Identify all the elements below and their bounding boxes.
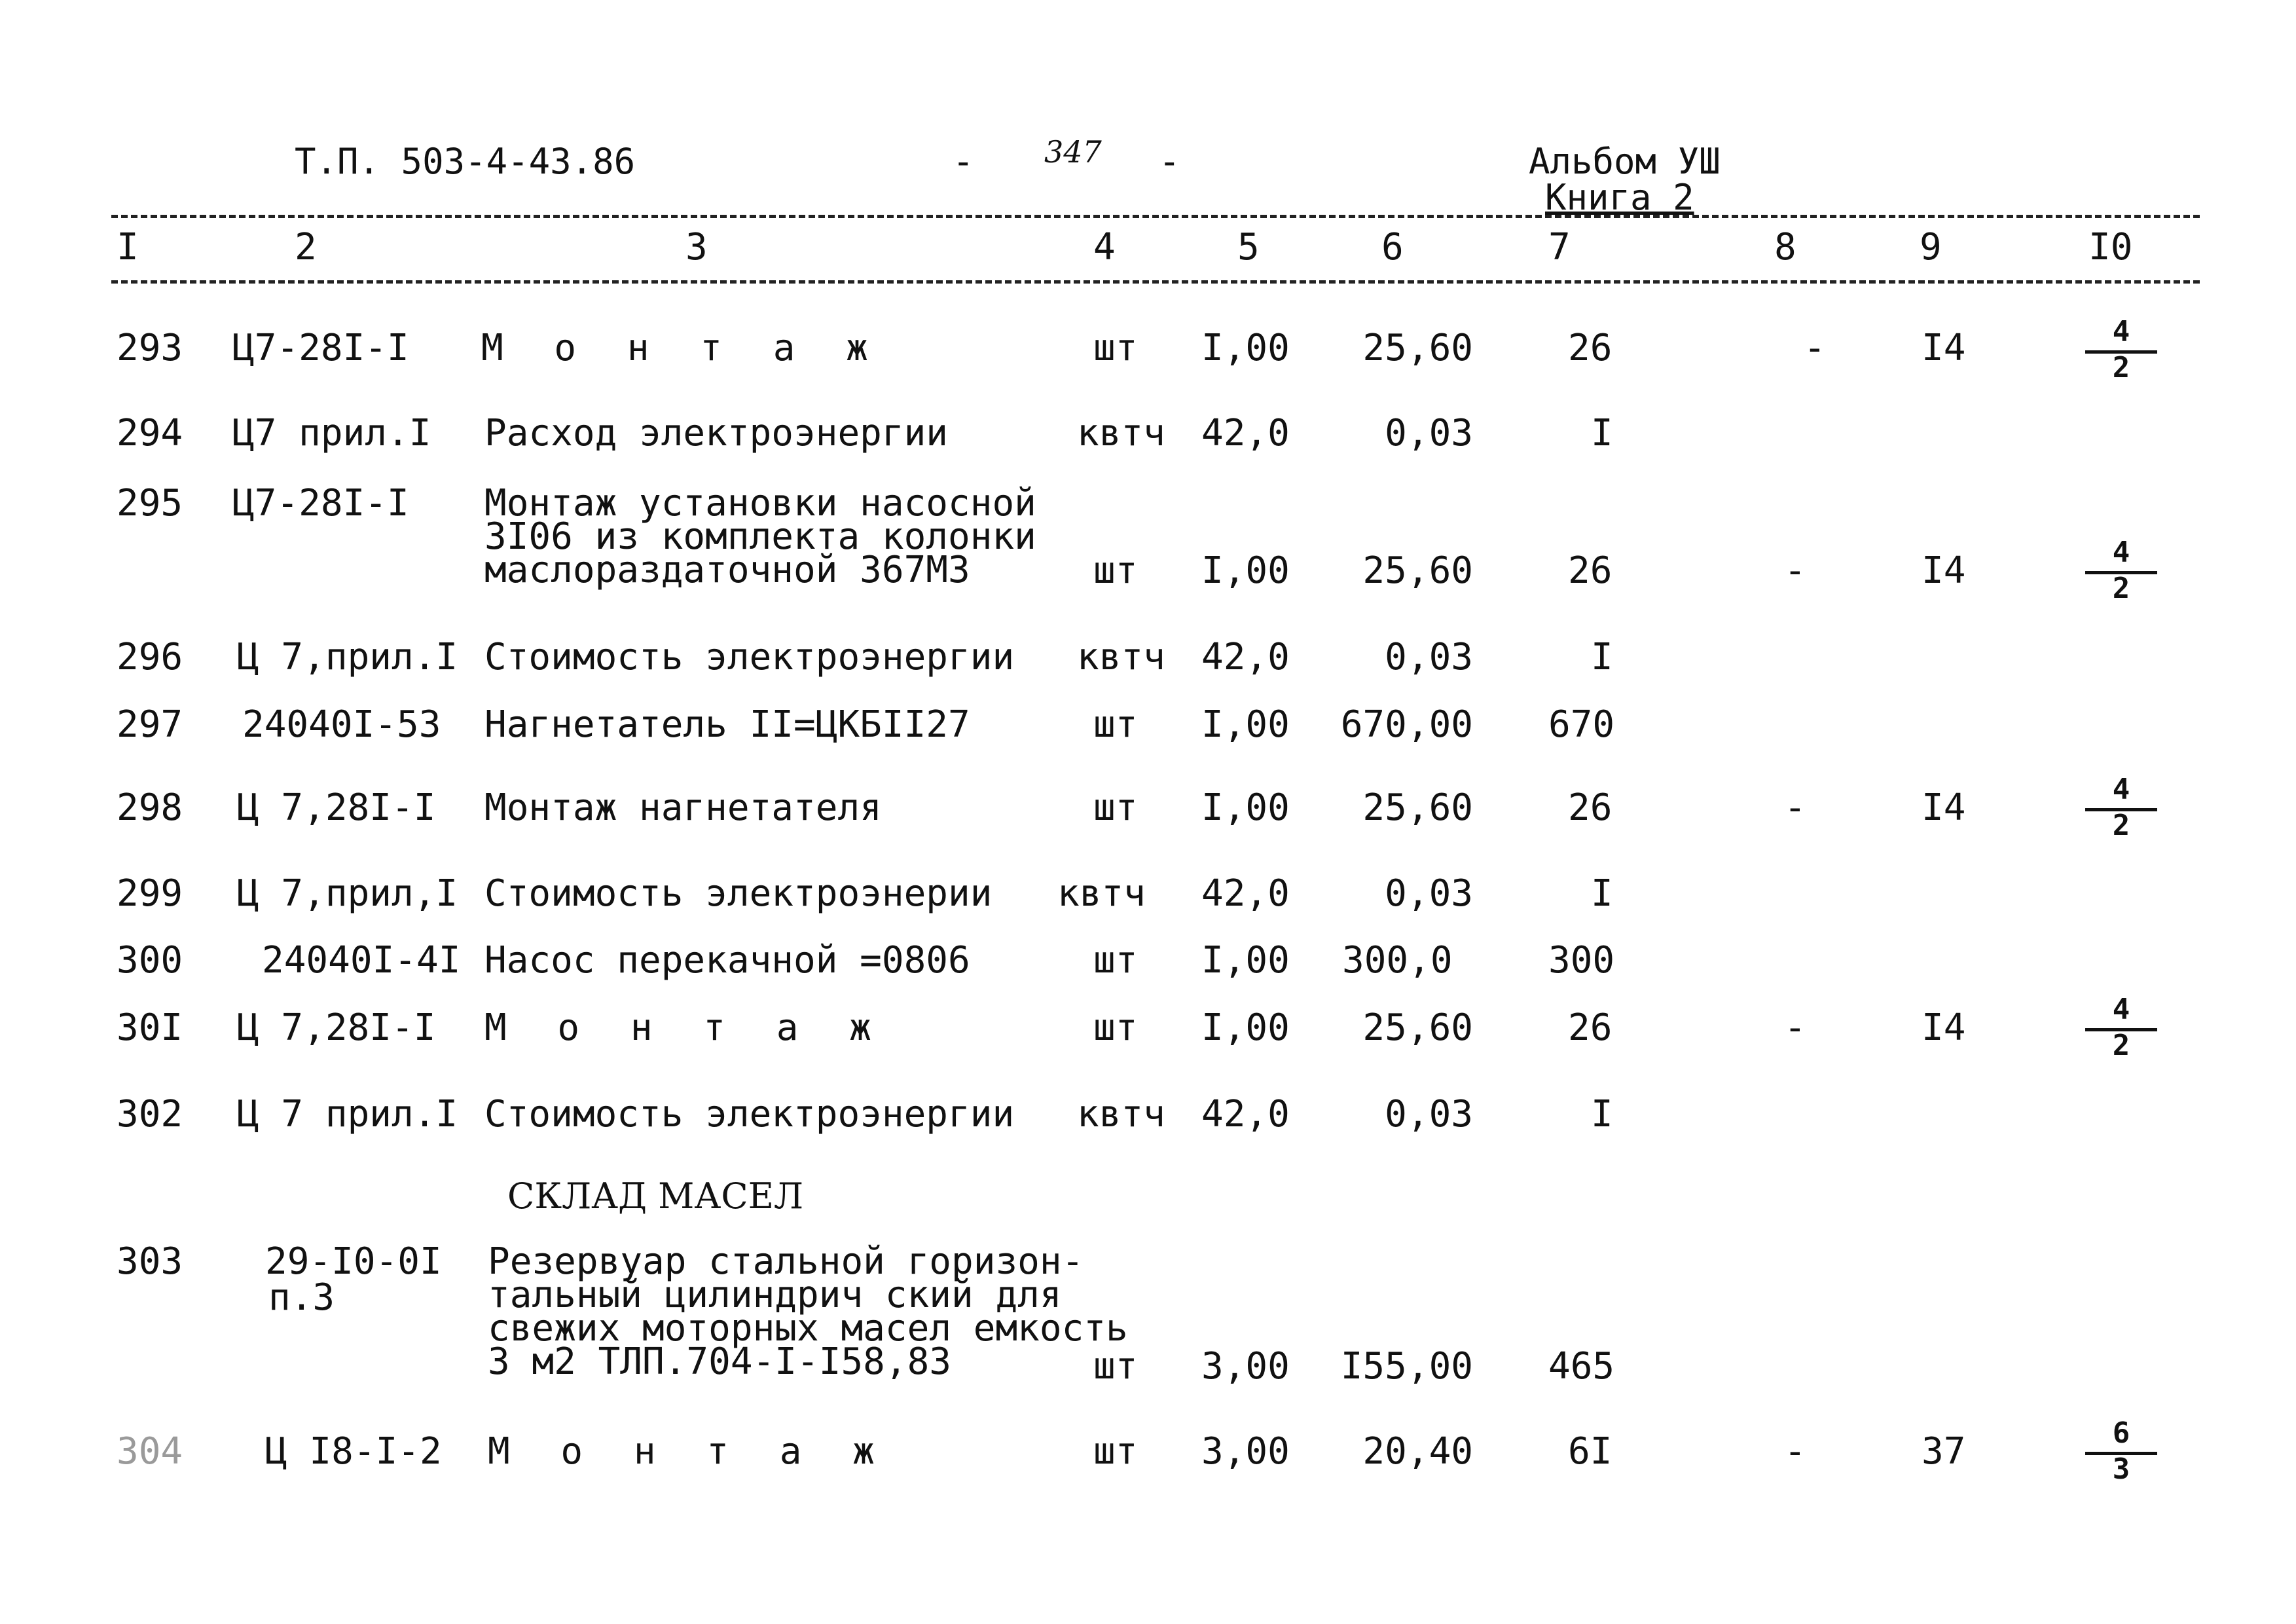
row-name: Нагнетатель II=ЦКБII27 bbox=[484, 703, 970, 746]
row-number: 304 bbox=[117, 1430, 183, 1473]
row-col9: I4 bbox=[1922, 549, 1966, 592]
row-total: 26 bbox=[1568, 549, 1613, 592]
row-quantity: 42,0 bbox=[1201, 1093, 1290, 1135]
row-total: I bbox=[1591, 872, 1613, 915]
row-name: Монтаж нагнетателя bbox=[484, 786, 882, 829]
row-unit: квтч bbox=[1057, 872, 1146, 915]
row-code: Ц 7 прил.I bbox=[237, 1093, 458, 1135]
row-code: Ц 7,28I-I bbox=[237, 786, 436, 829]
fraction-numerator: 4 bbox=[2112, 536, 2130, 569]
row-number: 296 bbox=[117, 636, 183, 678]
row-col9: I4 bbox=[1922, 327, 1966, 369]
row-name: Насос перекачной =0806 bbox=[484, 939, 970, 982]
row-quantity: I,00 bbox=[1201, 703, 1290, 746]
row-col8: - bbox=[1804, 327, 1826, 369]
row-total: 465 bbox=[1548, 1345, 1615, 1388]
row-code: 24040I-53 bbox=[242, 703, 441, 746]
row-code: Ц 7,прил.I bbox=[237, 636, 458, 678]
row-total: 26 bbox=[1568, 1006, 1613, 1049]
header-dash-left: - bbox=[953, 141, 974, 182]
row-number: 299 bbox=[117, 872, 183, 915]
row-total: 26 bbox=[1568, 327, 1613, 369]
header-rule-bottom bbox=[111, 280, 2200, 284]
row-quantity: 42,0 bbox=[1201, 412, 1290, 454]
row-col9: I4 bbox=[1922, 1006, 1966, 1049]
row-col8: - bbox=[1784, 1006, 1806, 1049]
column-4-header: 4 bbox=[1093, 226, 1116, 268]
header-rule-top bbox=[111, 215, 2200, 218]
row-name-line-4: 3 м2 ТЛП.704-I-I58,83 bbox=[488, 1340, 952, 1383]
fraction-numerator: 6 bbox=[2112, 1416, 2130, 1450]
row-quantity: I,00 bbox=[1201, 786, 1290, 829]
row-total: 26 bbox=[1568, 786, 1613, 829]
row-name-line-2: тальный цилиндрич ский для bbox=[488, 1274, 1062, 1316]
column-8-header: 8 bbox=[1774, 226, 1796, 268]
row-total: 6I bbox=[1568, 1430, 1613, 1473]
row-code: 24040I-4I bbox=[262, 939, 461, 982]
section-title: СКЛАД МАСЕЛ bbox=[507, 1175, 804, 1217]
row-code: Ц 7,28I-I bbox=[237, 1006, 436, 1049]
fraction-numerator: 4 bbox=[2112, 773, 2130, 806]
fraction-denominator: 2 bbox=[2112, 1029, 2130, 1062]
column-10-header: I0 bbox=[2088, 226, 2133, 268]
row-price: 0,03 bbox=[1385, 412, 1473, 454]
row-unit: квтч bbox=[1077, 636, 1165, 678]
fraction-denominator: 2 bbox=[2112, 351, 2130, 384]
row-name-line-3: маслораздаточной 367М3 bbox=[484, 549, 970, 591]
column-7-header: 7 bbox=[1548, 226, 1571, 268]
row-code: Ц 7,прил,I bbox=[237, 872, 458, 915]
row-quantity: 42,0 bbox=[1201, 636, 1290, 678]
row-code-line-2: п.3 bbox=[268, 1276, 335, 1319]
row-name-line-2: 3I06 из комплекта колонки bbox=[484, 515, 1036, 558]
row-name-line-1: Монтаж установки насосной bbox=[484, 482, 1036, 525]
row-name-line-1: Резервуар стальной горизон- bbox=[488, 1240, 1084, 1283]
row-number: 293 bbox=[117, 327, 183, 369]
row-total: 670 bbox=[1548, 703, 1615, 746]
row-name: М о н т а ж bbox=[481, 327, 883, 369]
row-col9: I4 bbox=[1922, 786, 1966, 829]
row-price: 670,00 bbox=[1340, 703, 1473, 746]
fraction-denominator: 3 bbox=[2112, 1452, 2130, 1486]
column-3-header: 3 bbox=[685, 226, 708, 268]
row-quantity: I,00 bbox=[1201, 327, 1290, 369]
row-number: 298 bbox=[117, 786, 183, 829]
row-unit: шт bbox=[1093, 1006, 1138, 1049]
row-name-line-3: свежих моторных масел емкость bbox=[488, 1307, 1128, 1350]
row-number: 303 bbox=[117, 1240, 183, 1283]
row-code: Ц7-28I-I bbox=[232, 327, 409, 369]
row-quantity: I,00 bbox=[1201, 939, 1290, 982]
row-price: 25,60 bbox=[1362, 327, 1473, 369]
header-dash-right: - bbox=[1159, 141, 1180, 182]
row-quantity: 3,00 bbox=[1201, 1430, 1290, 1473]
row-col8: - bbox=[1784, 549, 1806, 592]
row-price: 25,60 bbox=[1362, 786, 1473, 829]
row-col9: 37 bbox=[1922, 1430, 1966, 1473]
row-name: Расход электроэнергии bbox=[484, 412, 949, 454]
row-price: I55,00 bbox=[1340, 1345, 1473, 1388]
row-name: М о н т а ж bbox=[488, 1430, 889, 1473]
row-unit: шт bbox=[1093, 786, 1138, 829]
row-unit: шт bbox=[1093, 327, 1138, 369]
row-number: 297 bbox=[117, 703, 183, 746]
row-name: Стоимость электроэнерии bbox=[484, 872, 993, 915]
fraction-numerator: 4 bbox=[2112, 993, 2130, 1026]
row-total: I bbox=[1591, 636, 1613, 678]
row-quantity: 42,0 bbox=[1201, 872, 1290, 915]
row-number: 294 bbox=[117, 412, 183, 454]
row-unit: шт bbox=[1093, 549, 1138, 592]
fraction-numerator: 4 bbox=[2112, 315, 2130, 348]
column-6-header: 6 bbox=[1381, 226, 1404, 268]
row-col8: - bbox=[1784, 786, 1806, 829]
row-name: М о н т а ж bbox=[484, 1006, 886, 1049]
row-number: 295 bbox=[117, 482, 183, 525]
row-price: 20,40 bbox=[1362, 1430, 1473, 1473]
column-9-header: 9 bbox=[1920, 226, 1942, 268]
row-col8: - bbox=[1784, 1430, 1806, 1473]
column-2-header: 2 bbox=[295, 226, 317, 268]
book-label: Книга 2 bbox=[1545, 177, 1694, 218]
row-name: Стоимость электроэнергии bbox=[484, 636, 1015, 678]
row-price: 25,60 bbox=[1362, 1006, 1473, 1049]
row-price: 0,03 bbox=[1385, 872, 1473, 915]
row-unit: квтч bbox=[1077, 1093, 1165, 1135]
row-unit: шт bbox=[1093, 703, 1138, 746]
column-5-header: 5 bbox=[1237, 226, 1260, 268]
row-number: 300 bbox=[117, 939, 183, 982]
document-reference: Т.П. 503-4-43.86 bbox=[295, 141, 636, 182]
row-quantity: I,00 bbox=[1201, 549, 1290, 592]
row-total: 300 bbox=[1548, 939, 1615, 982]
row-price: 25,60 bbox=[1362, 549, 1473, 592]
album-label: Альбом УШ bbox=[1529, 141, 1721, 182]
row-total: I bbox=[1591, 412, 1613, 454]
row-unit: шт bbox=[1093, 1430, 1138, 1473]
row-unit: шт bbox=[1093, 939, 1138, 982]
row-price: 0,03 bbox=[1385, 636, 1473, 678]
row-code-line-1: 29-I0-0I bbox=[265, 1240, 442, 1283]
row-quantity: 3,00 bbox=[1201, 1345, 1290, 1388]
row-code: Ц7 прил.I bbox=[232, 412, 431, 454]
row-price: 300,0 bbox=[1342, 939, 1453, 982]
row-number: 30I bbox=[117, 1006, 183, 1049]
fraction-denominator: 2 bbox=[2112, 809, 2130, 842]
row-total: I bbox=[1591, 1093, 1613, 1135]
row-unit: шт bbox=[1093, 1345, 1138, 1388]
row-number: 302 bbox=[117, 1093, 183, 1135]
column-1-header: I bbox=[117, 226, 139, 268]
row-price: 0,03 bbox=[1385, 1093, 1473, 1135]
page-number: 347 bbox=[1044, 134, 1102, 170]
row-unit: квтч bbox=[1077, 412, 1165, 454]
row-code: Ц7-28I-I bbox=[232, 482, 409, 525]
row-quantity: I,00 bbox=[1201, 1006, 1290, 1049]
row-name: Стоимость электроэнергии bbox=[484, 1093, 1015, 1135]
fraction-denominator: 2 bbox=[2112, 572, 2130, 605]
row-code: Ц I8-I-2 bbox=[265, 1430, 442, 1473]
